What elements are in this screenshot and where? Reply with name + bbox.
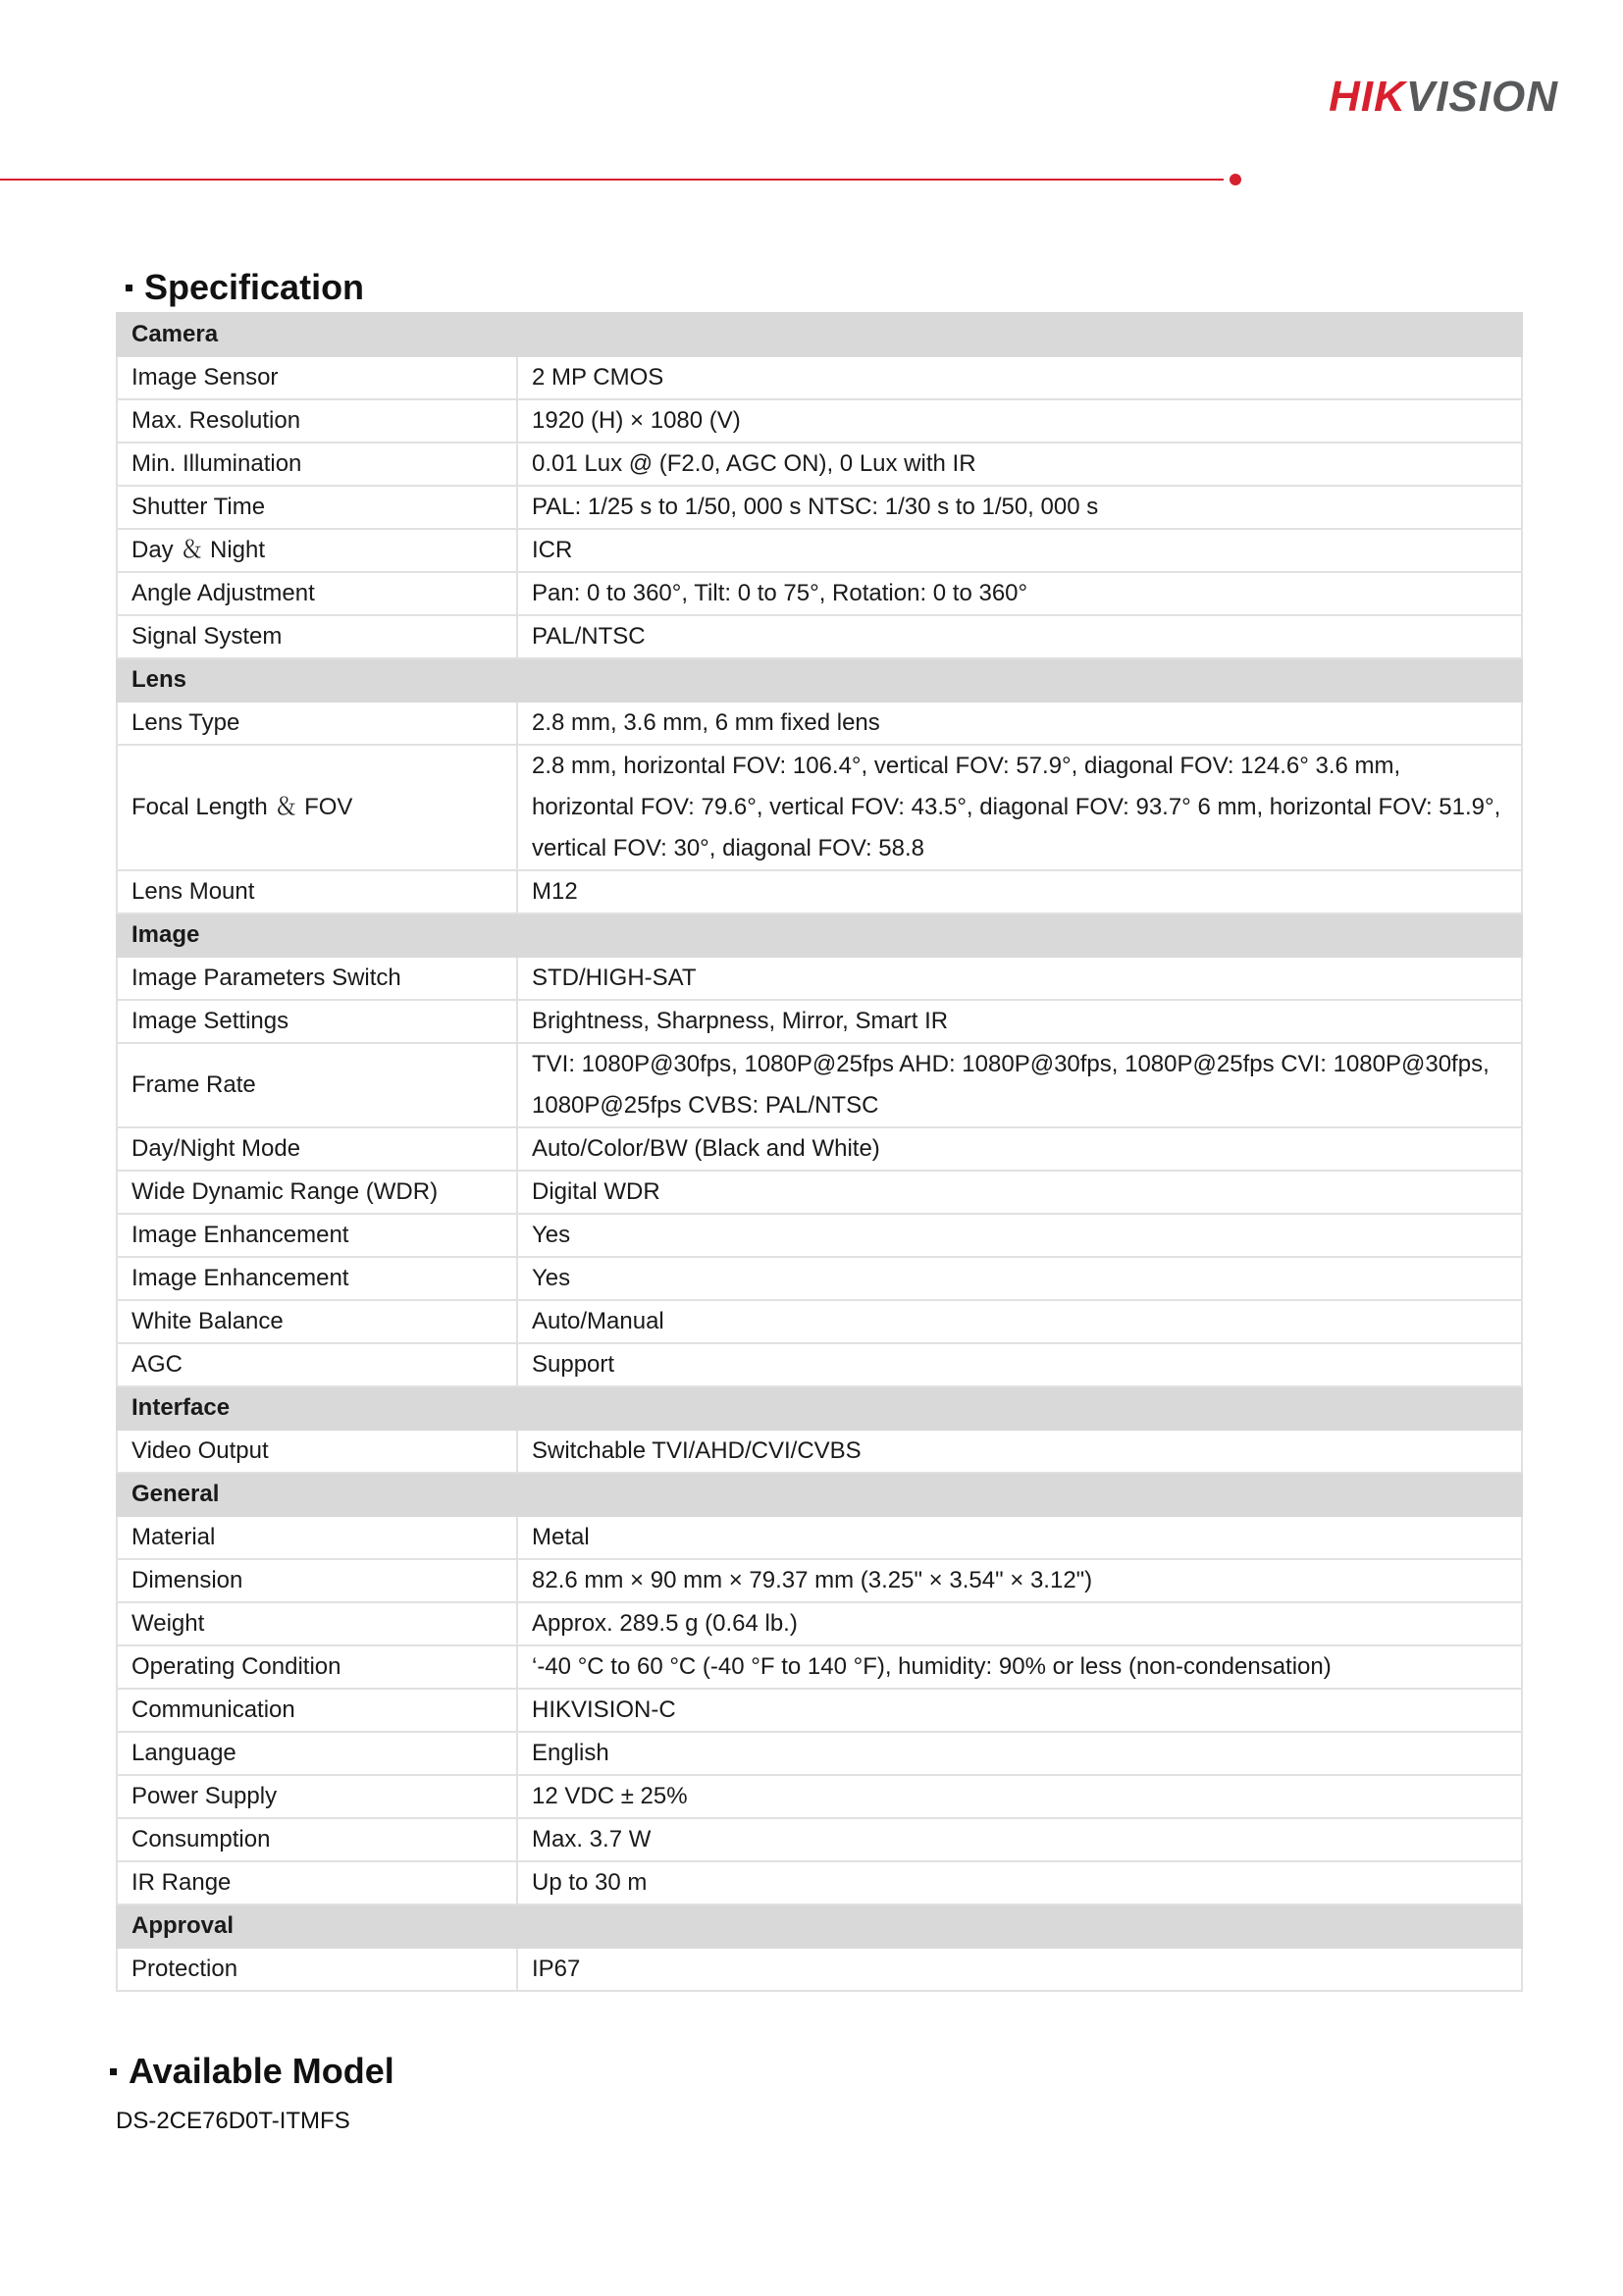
spec-value: 0.01 Lux @ (F2.0, AGC ON), 0 Lux with IR — [517, 443, 1522, 486]
section-header-row — [117, 1473, 1522, 1516]
spec-value: HIKVISION-C — [517, 1689, 1522, 1732]
table-row — [117, 870, 1522, 913]
table-row — [117, 957, 1522, 1000]
bullet-icon — [110, 2068, 117, 2075]
table-row — [117, 1000, 1522, 1043]
spec-label: Protection — [117, 1948, 517, 1991]
spec-value: IP67 — [517, 1948, 1522, 1991]
spec-value: 12 VDC ± 25% — [517, 1775, 1522, 1818]
table-row — [117, 702, 1522, 745]
section-header: Interface — [117, 1386, 1522, 1430]
table-row — [117, 399, 1522, 443]
section-header: Lens — [117, 658, 1522, 702]
spec-label: Consumption — [117, 1818, 517, 1861]
spec-label: Shutter Time — [117, 486, 517, 529]
spec-label: Communication — [117, 1689, 517, 1732]
table-row — [117, 529, 1522, 572]
table-row — [117, 1214, 1522, 1257]
spec-value: 82.6 mm × 90 mm × 79.37 mm (3.25" × 3.54" × 3.12") — [517, 1559, 1522, 1602]
model-code: DS-2CE76D0T-ITMFS — [116, 2108, 350, 2134]
spec-label: Wide Dynamic Range (WDR) — [117, 1171, 517, 1214]
header-rule — [0, 179, 1224, 181]
table-row — [117, 1732, 1522, 1775]
available-model-heading — [110, 2051, 394, 2092]
spec-value: ICR — [517, 529, 1522, 572]
spec-label: White Balance — [117, 1300, 517, 1343]
table-row — [117, 1948, 1522, 1991]
spec-value: PAL/NTSC — [517, 615, 1522, 658]
section-header: Camera — [117, 313, 1522, 356]
table-row — [117, 1602, 1522, 1645]
logo-vision-text: VISION — [1405, 73, 1558, 121]
spec-value: 1920 (H) × 1080 (V) — [517, 399, 1522, 443]
spec-value: Yes — [517, 1257, 1522, 1300]
table-row — [117, 1689, 1522, 1732]
spec-value: Switchable TVI/AHD/CVI/CVBS — [517, 1430, 1522, 1473]
spec-value: Brightness, Sharpness, Mirror, Smart IR — [517, 1000, 1522, 1043]
spec-value: PAL: 1/25 s to 1/50, 000 s NTSC: 1/30 s to 1/50, 000 s — [517, 486, 1522, 529]
spec-value: Digital WDR — [517, 1171, 1522, 1214]
spec-value: ‘-40 °C to 60 °C (-40 °F to 140 °F), humidity: 90% or less (non-condensation) — [517, 1645, 1522, 1689]
table-row — [117, 1043, 1522, 1127]
spec-value: Up to 30 m — [517, 1861, 1522, 1905]
spec-label: Day/Night Mode — [117, 1127, 517, 1171]
spec-value: Metal — [517, 1516, 1522, 1559]
table-row — [117, 1775, 1522, 1818]
spec-label: Language — [117, 1732, 517, 1775]
specification-table-body — [117, 313, 1522, 1991]
table-row — [117, 1516, 1522, 1559]
spec-value: M12 — [517, 870, 1522, 913]
spec-label: Image Enhancement — [117, 1257, 517, 1300]
table-row — [117, 572, 1522, 615]
spec-label: Image Enhancement — [117, 1214, 517, 1257]
section-header-row — [117, 658, 1522, 702]
spec-label: IR Range — [117, 1861, 517, 1905]
table-row — [117, 1300, 1522, 1343]
table-row — [117, 745, 1522, 870]
spec-label: Max. Resolution — [117, 399, 517, 443]
table-row — [117, 443, 1522, 486]
spec-label: Day ＆ Night — [117, 529, 517, 572]
available-model-heading-text: Available Model — [129, 2051, 394, 2091]
section-header-row — [117, 913, 1522, 957]
spec-value: STD/HIGH-SAT — [517, 957, 1522, 1000]
table-row — [117, 1127, 1522, 1171]
spec-label: Frame Rate — [117, 1043, 517, 1127]
spec-value: Auto/Manual — [517, 1300, 1522, 1343]
spec-label: Focal Length ＆ FOV — [117, 745, 517, 870]
spec-label: Material — [117, 1516, 517, 1559]
spec-label: Lens Type — [117, 702, 517, 745]
spec-label: Image Settings — [117, 1000, 517, 1043]
spec-label: Operating Condition — [117, 1645, 517, 1689]
spec-value: Pan: 0 to 360°, Tilt: 0 to 75°, Rotation: 0 to 360° — [517, 572, 1522, 615]
spec-value: 2.8 mm, horizontal FOV: 106.4°, vertical FOV: 57.9°, diagonal FOV: 124.6° 3.6 mm, horizontal FOV: 79.6°, vertical FOV: 43.5°, diagonal FOV: 93.7° 6 mm, horizontal FOV: 51.9°, vertical FOV: 30°, diagonal FOV: 58.8 — [517, 745, 1522, 870]
spec-label: Image Parameters Switch — [117, 957, 517, 1000]
section-header-row — [117, 1905, 1522, 1948]
table-row — [117, 615, 1522, 658]
section-header: General — [117, 1473, 1522, 1516]
spec-value: English — [517, 1732, 1522, 1775]
spec-label: Signal System — [117, 615, 517, 658]
section-header-row — [117, 313, 1522, 356]
spec-label: AGC — [117, 1343, 517, 1386]
header-rule-dot — [1230, 174, 1241, 185]
spec-value: TVI: 1080P@30fps, 1080P@25fps AHD: 1080P@30fps, 1080P@25fps CVI: 1080P@30fps, 1080P@25fps CVBS: PAL/NTSC — [517, 1043, 1522, 1127]
specification-heading — [126, 267, 364, 308]
section-header-row — [117, 1386, 1522, 1430]
table-row — [117, 1818, 1522, 1861]
spec-label: Lens Mount — [117, 870, 517, 913]
spec-label: Video Output — [117, 1430, 517, 1473]
specification-heading-text: Specification — [144, 267, 365, 307]
table-row — [117, 356, 1522, 399]
logo-hik-text: HIK — [1329, 73, 1406, 121]
table-row — [117, 1343, 1522, 1386]
spec-label: Angle Adjustment — [117, 572, 517, 615]
hikvision-logo — [1329, 73, 1558, 122]
section-header: Approval — [117, 1905, 1522, 1948]
spec-label: Image Sensor — [117, 356, 517, 399]
table-row — [117, 1559, 1522, 1602]
table-row — [117, 1861, 1522, 1905]
table-row — [117, 486, 1522, 529]
spec-label: Power Supply — [117, 1775, 517, 1818]
table-row — [117, 1257, 1522, 1300]
spec-value: 2 MP CMOS — [517, 356, 1522, 399]
spec-label: Min. Illumination — [117, 443, 517, 486]
section-header: Image — [117, 913, 1522, 957]
bullet-icon — [126, 285, 132, 291]
table-row — [117, 1430, 1522, 1473]
spec-value: Auto/Color/BW (Black and White) — [517, 1127, 1522, 1171]
spec-label: Dimension — [117, 1559, 517, 1602]
specification-table — [116, 312, 1523, 1992]
spec-value: Support — [517, 1343, 1522, 1386]
table-row — [117, 1171, 1522, 1214]
spec-label: Weight — [117, 1602, 517, 1645]
spec-value: Max. 3.7 W — [517, 1818, 1522, 1861]
spec-value: Yes — [517, 1214, 1522, 1257]
spec-value: Approx. 289.5 g (0.64 lb.) — [517, 1602, 1522, 1645]
spec-value: 2.8 mm, 3.6 mm, 6 mm fixed lens — [517, 702, 1522, 745]
table-row — [117, 1645, 1522, 1689]
